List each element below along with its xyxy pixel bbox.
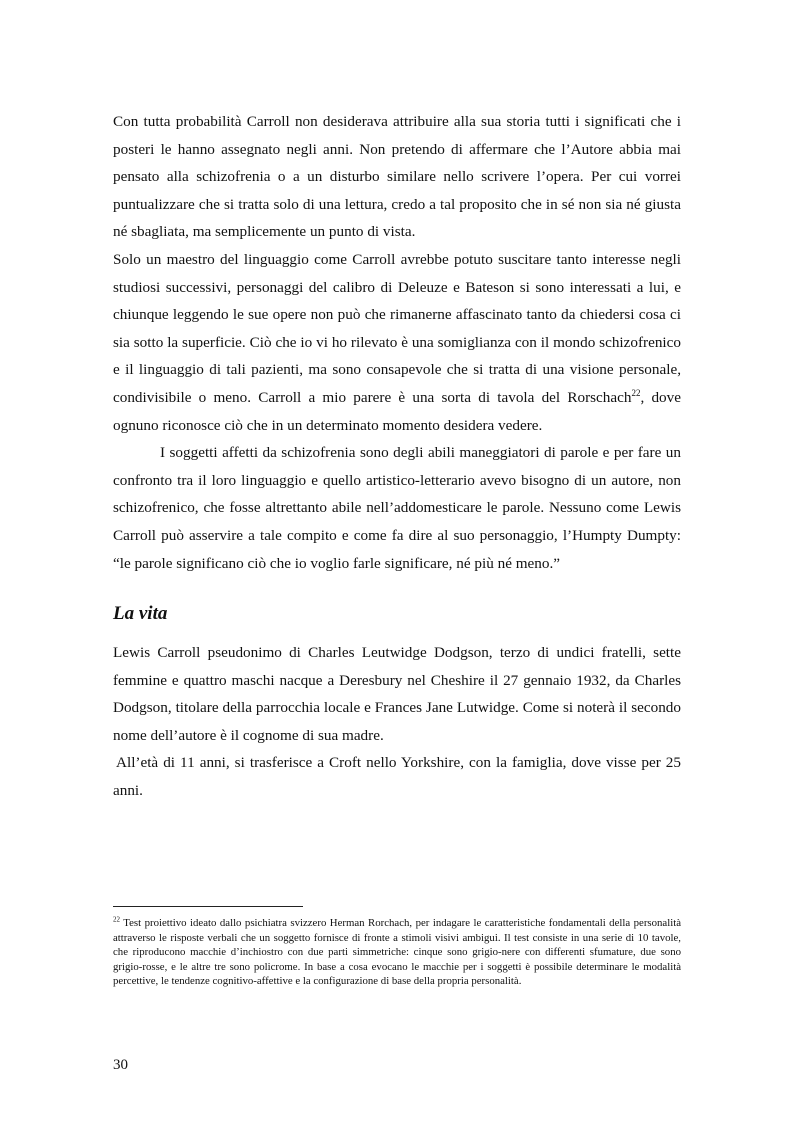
page-body	[113, 108, 681, 805]
footnote-separator	[113, 906, 303, 907]
paragraph-schizophrenia-language: I soggetti affetti da schizofrenia sono degli abili maneggiatori di parole e per fare un confronto tra il loro linguaggio e quello artistico-letterario avevo bisogno di un autore, non schizofrenico, che fosse altrettanto abile nell’addomesticare le parole. Nessuno come Lewis Carroll può asservire a tale compito e come fa dire al suo personaggio, l’Humpty Dumpty: “le parole significano ciò che io voglio farle significare, né più né meno.”	[113, 444, 681, 572]
footnote	[113, 916, 681, 989]
footnote-reference[interactable]: 22	[631, 387, 641, 398]
paragraph-carroll-master	[113, 246, 681, 439]
paragraph-interpretation: Con tutta probabilità Carroll non desiderava attribuire alla sua storia tutti i significati che i posteri le hanno assegnato negli anni. Non pretendo di affermare che l’Autore abbia mai pensato alla schizofrenia o a un disturbo similare nello scrivere l’opera. Per cui vorrei puntualizzare che si tratta solo di una lettura, credo a tal proposito che in sé non sia né giusta né sbagliata, ma semplicemente un punto di vista.	[113, 113, 681, 241]
paragraph-croft: All’età di 11 anni, si trasferisce a Croft nello Yorkshire, con la famiglia, dove visse per 25 anni.	[113, 754, 681, 800]
paragraph-text: Solo un maestro del linguaggio come Carroll avrebbe potuto suscitare tanto interesse negli studiosi successivi, personaggi del calibro di Deleuze e Bateson si sono interessati a lui, e chiunque leggendo le sue opere non può che rimanerne affascinato tanto da chiedersi cosa ci sia sotto la superficie. Ciò che io vi ho rilevato è una somiglianza con il mondo schizofrenico e il linguaggio di tali pazienti, ma sono consapevole che si tratta di una visione personale, condivisibile o meno. Carroll a mio parere è una sorta di tavola del Rorschach	[113, 250, 681, 406]
paragraph-biography: Lewis Carroll pseudonimo di Charles Leutwidge Dodgson, terzo di undici fratelli, sette femmine e quattro maschi nacque a Deresbury nel Cheshire il 27 gennaio 1932, da Charles Dodgson, titolare della parrocchia locale e Frances Jane Lutwidge. Come si noterà il secondo nome dell’autore è il cognome di sua madre.	[113, 644, 681, 744]
page-number: 30	[113, 1057, 128, 1073]
footnote-text: Test proiettivo ideato dallo psichiatra svizzero Herman Rorchach, per indagare le caratteristiche fondamentali della personalità attraverso le risposte verbali che un soggetto fornisce di fronte a stimoli visivi ambigui. Il test consiste in una serie di 10 tavole, che riproducono macchie d’inchiostro con due parti simmetriche: cinque sono grigio-nere con differenti sfumature, due sono grigio-rosse, e le altre tre sono policrome. In base a cosa evocano le macchie per i soggetti è possibile determinare le modalità percettive, le tendenze cognitivo-affettive e la configurazione di base della propria personalità.	[113, 917, 681, 988]
section-heading: La vita	[113, 603, 168, 625]
footnote-number: 22	[113, 915, 120, 924]
paragraph-text-continued: , dove ognuno riconosce ciò che in un determinato momento desidera vedere.	[113, 388, 681, 434]
